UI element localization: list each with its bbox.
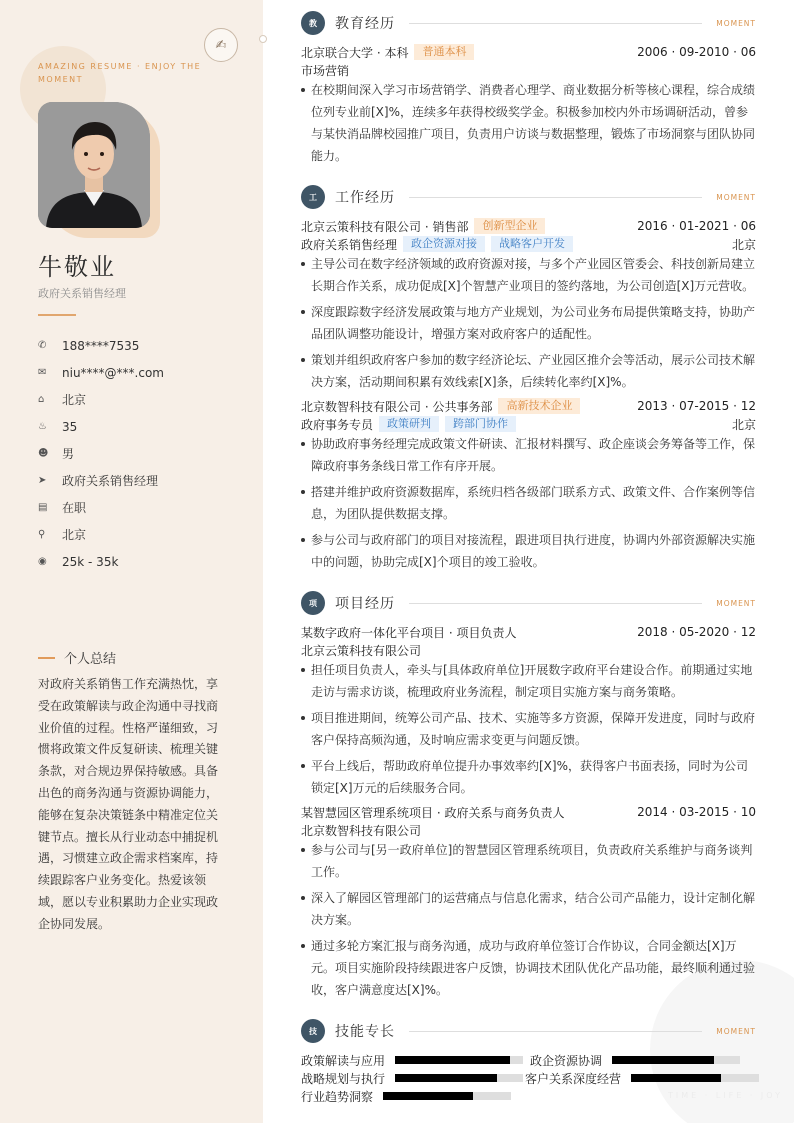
briefcase-icon: ▤: [38, 502, 48, 513]
education-icon: 教: [301, 11, 325, 35]
project-header: 某智慧园区管理系统项目 · 政府关系与商务负责人 2014 · 03-2015 · 10: [301, 805, 756, 820]
list-item: 通过多轮方案汇报与商务沟通，成功与政府单位签订合作协议，合同金额达[X]万元。项目实施阶段持续跟进客户反馈，协调技术团队优化产品功能，最终顺利通过验收，客户满意度达[X]%。: [301, 935, 756, 1001]
list-item: 平台上线后，帮助政府单位提升办事效率约[X]%，获得客户书面表扬，同时为公司锁定[X]万元的后续服务合同。: [301, 755, 756, 799]
list-item: 主导公司在数字经济领域的政府资源对接，与多个产业园区管委会、科技创新局建立长期合作关系，成功促成[X]个智慧产业项目的签约落地，为公司创造[X]万元营收。: [301, 253, 756, 297]
section-header-work: [301, 185, 756, 209]
list-item: 参与公司与[另一政府单位]的智慧园区管理系统项目，负责政府关系维护与商务谈判工作。: [301, 839, 756, 883]
contact-target-role: ➤ 政府关系销售经理: [38, 474, 159, 488]
section-moment: MOMENT: [716, 192, 756, 202]
skill-level: [395, 1074, 497, 1082]
section-header-education: [301, 11, 756, 35]
company-tag: 创新型企业: [474, 218, 545, 234]
section-header-projects: [301, 591, 756, 615]
skill-level: [395, 1056, 510, 1064]
contact-list: [38, 332, 164, 575]
education-row: 北京联合大学 · 本科 普通本科 2006 · 09-2010 · 06: [301, 45, 756, 60]
education-tag: 普通本科: [414, 44, 474, 60]
company-tag: 高新技术企业: [498, 398, 580, 414]
job-city: 北京: [731, 417, 756, 432]
summary-text: 对政府关系销售工作充满热忱，享受在政策解读与政企沟通中寻找商业价值的过程。性格严谨细致，习惯将政策文件反复研读、梳理关键条款，对合规边界保持敏感。具备出色的商务沟通与资源协调能力，能够在复杂决策链条中精准定位关键节点。擅长从行业动态中捕捉机遇，习惯建立政企需求档案库，持续跟踪客户业务变化。热爱该领域，愿以专业积累助力企业实现政企协同发展。: [38, 677, 219, 931]
list-item: 协助政府事务经理完成政策文件研读、汇报材料撰写、政企座谈会务筹备等工作，保障政府事务条线日常工作有序开展。: [301, 433, 756, 477]
salary-icon: ◉: [38, 556, 47, 567]
cake-icon: ♨: [38, 421, 47, 432]
skill-level: [631, 1074, 721, 1082]
job-city: 北京: [731, 237, 756, 252]
contact-gender: ☻ 男: [38, 447, 75, 461]
contact-status: ▤ 在职: [38, 501, 87, 515]
section-header-skills: [301, 1019, 756, 1043]
contact-salary: ◉ 25k - 35k: [38, 554, 119, 569]
project-bullets: [301, 659, 756, 803]
gender-icon: ☻: [38, 448, 49, 459]
job-date: 2016 · 01-2021 · 06: [637, 219, 756, 233]
list-item: 深入了解园区管理部门的运营痛点与信息化需求，结合公司产品能力，设计定制化解决方案。: [301, 887, 756, 931]
location-pin-icon: ⚲: [38, 529, 46, 540]
list-item: 参与公司与政府部门的项目对接流程，跟进项目执行进度，协调内外部资源解决实施中的问题，协助完成[X]个项目的竣工验收。: [301, 529, 756, 573]
tagline: AMAZING RESUME · ENJOY THE MOMENT: [38, 62, 202, 84]
list-item: 搭建并维护政府资源数据库，系统归档各级部门联系方式、政策文件、合作案例等信息，为团队提供数据支撑。: [301, 481, 756, 525]
skill-bar: [395, 1074, 523, 1082]
section-moment: MOMENT: [716, 18, 756, 28]
skill-level: [383, 1092, 473, 1100]
skill-level: [612, 1056, 714, 1064]
job-date: 2013 · 07-2015 · 12: [637, 399, 756, 413]
skill-bar: [383, 1092, 511, 1100]
list-item: 担任项目负责人，牵头与[具体政府单位]开展数字政府平台建设合作。前期通过实地走访与需求访谈，梳理政府业务流程，制定项目实施方案与商务策略。: [301, 659, 756, 703]
home-icon: ⌂: [38, 394, 45, 405]
project-date: 2018 · 05-2020 · 12: [637, 625, 756, 639]
job-role: 政府事务专员 政策研判 跨部门协作 北京: [301, 417, 756, 432]
project-header: 某数字政府一体化平台项目 · 项目负责人 2018 · 05-2020 · 12: [301, 625, 756, 640]
role-tag: 政企资源对接: [403, 236, 485, 252]
work-icon: 工: [301, 185, 325, 209]
section-moment: MOMENT: [716, 1026, 756, 1036]
contact-phone: ✆ 188****7535: [38, 338, 140, 353]
phone-icon: ✆: [38, 340, 47, 351]
summary-heading: 个人总结: [38, 648, 116, 667]
skill-item: 政策解读与应用: [301, 1051, 523, 1069]
skill-bar: [395, 1056, 523, 1064]
section-title: 工作经历: [335, 190, 395, 206]
project-org: 北京云策科技有限公司: [301, 643, 422, 658]
project-bullets: [301, 839, 756, 1005]
list-item: 项目推进期间，统筹公司产品、技术、实施等多方资源，保障开发进度，同时与政府客户保持高频沟通，及时响应需求变更与问题反馈。: [301, 707, 756, 751]
skill-bar: [612, 1056, 740, 1064]
candidate-name: 牛敬业: [38, 253, 116, 281]
project-icon: 项: [301, 591, 325, 615]
avatar: [38, 102, 150, 228]
watermark-text: TIME · LIFE · JOY: [668, 1091, 784, 1100]
person-portrait-icon: [38, 102, 150, 228]
skill-item: 政企资源协调: [530, 1051, 740, 1069]
section-line: [409, 23, 702, 24]
job-role: 政府关系销售经理 政企资源对接 战略客户开发 北京: [301, 237, 756, 252]
list-item: 策划并组织政府客户参加的数字经济论坛、产业园区推介会等活动，展示公司技术解决方案，活动期间积累有效线索[X]条，后续转化率约[X]%。: [301, 349, 756, 393]
list-item: 在校期间深入学习市场营销学、消费者心理学、商业数据分析等核心课程，综合成绩位列专业前[X]%，连续多年获得校级奖学金。积极参加校内外市场调研活动，曾参与某快消品牌校园推广项目，负责用户访谈与数据整理，锻炼了市场洞察与团队协同能力。: [301, 79, 756, 167]
skill-item: 行业趋势洞察: [301, 1087, 511, 1105]
mail-icon: ✉: [38, 367, 47, 378]
skill-icon: 技: [301, 1019, 325, 1043]
job-header: 北京数智科技有限公司 · 公共事务部 高新技术企业 2013 · 07-2015 · 12: [301, 399, 756, 414]
section-title: 项目经历: [335, 596, 395, 612]
job-bullets: [301, 433, 756, 577]
sidebar: [0, 0, 263, 1123]
heading-accent-bar: [38, 657, 55, 659]
role-tag: 政策研判: [379, 416, 439, 432]
section-line: [409, 197, 702, 198]
divider: [38, 314, 76, 316]
education-bullets: [301, 79, 756, 171]
role-tag: 跨部门协作: [445, 416, 516, 432]
contact-email: ✉ niu****@***.com: [38, 365, 164, 380]
contact-age: ♨ 35: [38, 419, 78, 434]
project-org: 北京数智科技有限公司: [301, 823, 422, 838]
section-line: [409, 603, 702, 604]
skill-bar: [631, 1074, 759, 1082]
send-icon: ➤: [38, 475, 47, 486]
signature-icon: ✍: [204, 28, 238, 62]
section-line: [409, 1031, 702, 1032]
section-title: 技能专长: [335, 1024, 395, 1040]
job-bullets: [301, 253, 756, 397]
skill-item: 客户关系深度经营: [525, 1069, 759, 1087]
education-date: 2006 · 09-2010 · 06: [637, 45, 756, 59]
education-major: 市场营销: [301, 63, 350, 78]
role-tag: 战略客户开发: [491, 236, 573, 252]
section-title: 教育经历: [335, 16, 395, 32]
list-item: 深度跟踪数字经济发展政策与地方产业规划，为公司业务布局提供策略支持，协助产品团队调整功能设计，增强方案对政府客户的适配性。: [301, 301, 756, 345]
contact-city: ⚲ 北京: [38, 528, 87, 542]
contact-home: ⌂ 北京: [38, 393, 87, 407]
project-date: 2014 · 03-2015 · 10: [637, 805, 756, 819]
section-moment: MOMENT: [716, 598, 756, 608]
skill-item: 战略规划与执行: [301, 1069, 523, 1087]
candidate-title: 政府关系销售经理: [38, 287, 126, 300]
main-content: [263, 0, 794, 1123]
job-header: 北京云策科技有限公司 · 销售部 创新型企业 2016 · 01-2021 · 06: [301, 219, 756, 234]
